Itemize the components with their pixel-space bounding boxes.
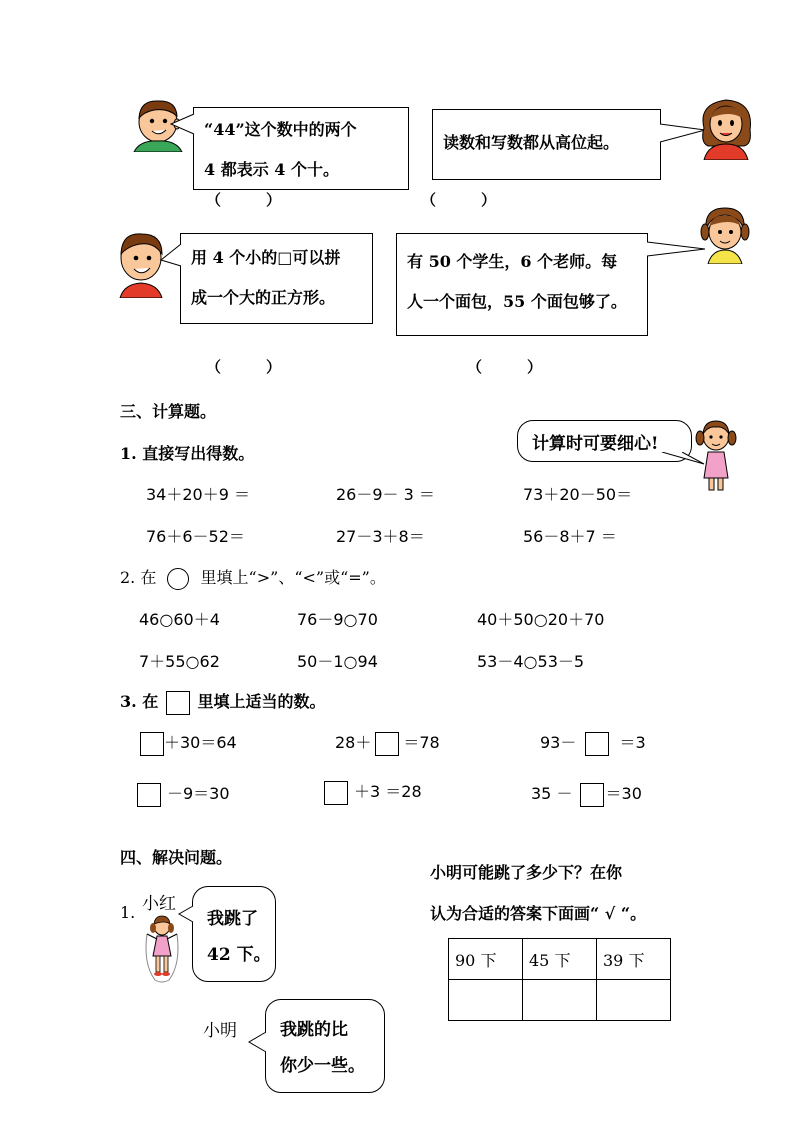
q2-cmp-1-left: 46	[139, 610, 160, 629]
xiaohong-label: 小红	[142, 894, 176, 914]
q2-cmp-4-left: 7＋55	[139, 652, 186, 671]
compare-circle[interactable]: ○	[159, 610, 174, 629]
q3-eq-5-text: ＋3 ＝28	[354, 782, 422, 801]
q1-eq-5: 27－3＋8＝	[336, 527, 425, 546]
q3-eq-6-post: ＝30	[605, 784, 642, 803]
xiaoming-bubble	[265, 999, 385, 1093]
q2-cmp-5	[297, 649, 378, 672]
boy-figure-2-icon	[116, 228, 166, 298]
answer-box[interactable]	[324, 781, 348, 805]
xiaohong-line-2: 42 下。	[207, 945, 271, 965]
square-placeholder-icon	[166, 691, 190, 715]
q2-cmp-6-right: 53－5	[537, 652, 585, 671]
bubble-1-line-2: 4 都表示 4 个十。	[204, 160, 339, 179]
xiaoming-bubble-tail	[248, 1030, 267, 1056]
jump-rope-girl-icon	[141, 914, 183, 986]
table-answer-cell[interactable]	[523, 980, 597, 1021]
section-3-title: 三、计算题。	[120, 402, 217, 421]
q1-title: 1. 直接写出得数。	[120, 444, 255, 463]
q2-cmp-2-left: 76－9	[297, 610, 344, 629]
bubble-3-line-2: 成一个大的正方形。	[191, 288, 336, 307]
q2-title-pre: 2. 在	[120, 568, 157, 587]
answer-box[interactable]	[140, 732, 164, 756]
table-answer-row	[449, 980, 671, 1021]
compare-circle[interactable]: ○	[343, 610, 358, 629]
q3-eq-1-text: ＋30＝64	[164, 733, 237, 752]
q2-title	[120, 565, 386, 590]
q3-title	[120, 689, 325, 715]
judge-paren-3[interactable]: （ ）	[206, 358, 282, 376]
q2-cmp-2-right: 70	[357, 610, 378, 629]
answer-box[interactable]	[585, 732, 609, 756]
q1-eq-3: 73＋20－50＝	[523, 485, 633, 504]
question-line-2: 认为合适的答案下面画“ √ “。	[430, 904, 647, 923]
girl-figure-icon	[696, 94, 756, 160]
problem-1-number: 1.	[120, 903, 136, 922]
q2-cmp-5-right: 94	[357, 652, 378, 671]
compare-circle[interactable]: ○	[343, 652, 358, 671]
q2-cmp-6-left: 53－4	[477, 652, 524, 671]
xiaoming-line-2: 你少一些。	[280, 1056, 365, 1076]
speech-bubble-4	[396, 233, 648, 336]
bubble-3-line-1: 用 4 个小的□可以拼	[191, 248, 341, 267]
speech-bubble-2	[432, 109, 661, 180]
q2-cmp-4	[139, 649, 220, 672]
q1-eq-4: 76＋6－52＝	[146, 527, 245, 546]
q3-title-pre: 3. 在	[120, 692, 159, 711]
circle-placeholder-icon	[167, 568, 189, 590]
q2-cmp-1	[139, 607, 220, 630]
table-header-cell: 90 下	[449, 939, 523, 980]
q2-cmp-6	[477, 649, 584, 672]
judge-paren-4[interactable]: （ ）	[467, 358, 543, 376]
q2-title-post: 里填上“>”、“<”或“=”。	[200, 568, 386, 587]
q3-eq-2-pre: 28＋	[335, 733, 372, 752]
section-4-title: 四、解决问题。	[120, 848, 233, 867]
answer-box[interactable]	[580, 783, 604, 807]
q3-eq-4-text: －9＝30	[167, 784, 230, 803]
xiaohong-line-1: 我跳了	[207, 909, 258, 929]
table-header-row	[449, 939, 671, 980]
bubble-4-tail	[647, 240, 707, 260]
q3-eq-3-pre: 93－	[540, 733, 577, 752]
speech-bubble-3	[180, 233, 373, 324]
xiaoming-line-1: 我跳的比	[280, 1020, 348, 1040]
q2-cmp-4-right: 62	[199, 652, 220, 671]
bubble-4-line-2: 人一个面包，55 个面包够了。	[407, 292, 627, 311]
bubble-1-tail	[170, 112, 195, 138]
q2-cmp-5-left: 50－1	[297, 652, 344, 671]
q2-cmp-3-left: 40＋50	[477, 610, 534, 629]
q2-cmp-3	[477, 607, 604, 630]
q3-eq-6	[531, 781, 642, 807]
q3-eq-3	[540, 730, 646, 756]
q2-cmp-3-right: 20＋70	[547, 610, 605, 629]
judge-paren-1[interactable]: （ ）	[206, 191, 282, 209]
compare-circle[interactable]: ○	[185, 652, 200, 671]
judge-paren-2[interactable]: （ ）	[421, 191, 497, 209]
compare-circle[interactable]: ○	[533, 610, 548, 629]
speech-bubble-1	[193, 107, 409, 190]
compare-circle[interactable]: ○	[523, 652, 538, 671]
q3-eq-4	[137, 781, 230, 807]
bubble-1-line-1: “44”这个数中的两个	[204, 120, 357, 139]
xiaoming-label: 小明	[203, 1021, 237, 1041]
q3-title-post: 里填上适当的数。	[197, 692, 326, 711]
q1-eq-2: 26－9－ 3 ＝	[336, 485, 435, 504]
table-header-cell: 45 下	[523, 939, 597, 980]
reminder-text: 计算时可要细心!	[532, 434, 659, 454]
q2-cmp-1-right: 60＋4	[173, 610, 220, 629]
q3-eq-6-pre: 35 －	[531, 784, 573, 803]
xiaohong-bubble-tail	[178, 904, 194, 926]
bubble-2-line-1: 读数和写数都从高位起。	[443, 133, 620, 152]
answer-box[interactable]	[137, 783, 161, 807]
q3-eq-1	[140, 730, 237, 756]
q2-cmp-2	[297, 607, 378, 630]
question-line-1: 小明可能跳了多少下？在你	[430, 863, 623, 882]
small-girl-icon	[694, 418, 738, 492]
girl-figure-2-icon	[700, 204, 750, 264]
bubble-4-line-1: 有 50 个学生，6 个老师。每	[407, 252, 618, 271]
q1-eq-1: 34＋20＋9 ＝	[146, 485, 250, 504]
table-answer-cell[interactable]	[449, 980, 523, 1021]
q3-eq-5	[324, 779, 422, 805]
q3-eq-2-post: ＝78	[403, 733, 440, 752]
answer-box[interactable]	[375, 732, 399, 756]
q1-eq-6: 56－8＋7 ＝	[523, 527, 617, 546]
q3-eq-3-post: ＝3	[619, 733, 646, 752]
table-header-cell: 39 下	[597, 939, 671, 980]
bubble-3-tail	[160, 242, 182, 270]
table-answer-cell[interactable]	[597, 980, 671, 1021]
answer-table	[448, 938, 671, 1021]
q3-eq-2	[335, 730, 440, 756]
xiaohong-bubble	[192, 886, 276, 982]
